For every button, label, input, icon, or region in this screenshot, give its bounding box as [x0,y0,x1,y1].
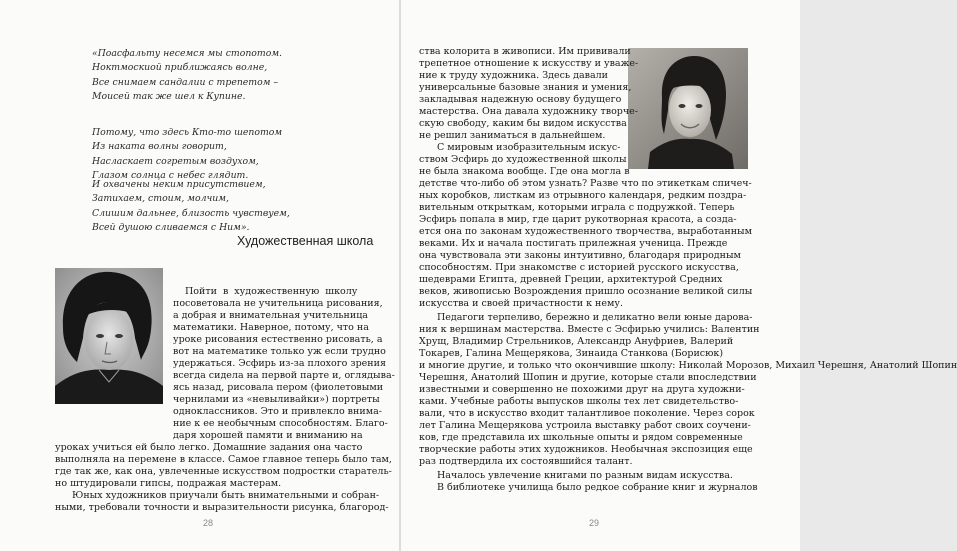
poem-line: Насласкает согретым воздухом, [92,155,259,167]
text-line: не решил заниматься в дальнейшем. [419,130,606,141]
text-line: способностям. При знакомстве с историей русского искусства, [419,262,739,273]
text-line: ства колорита в живописи. Им прививали [419,46,631,57]
text-line: Эсфирь попала в мир, где царит рукотворная красота, а созда- [419,214,737,225]
text-line: одноклассников. Это и привлекло внима- [173,406,382,417]
text-line: чернилами из «невыливайки») портреты [173,394,380,405]
text-line: выполняла на перемене в классе. Самое главное теперь было там, [55,454,392,465]
text-line: универсальные базовые знания и умения, [419,82,632,93]
poem-stanza-1 [92,47,392,105]
page-number: 28 [203,518,214,528]
text-line [419,360,957,372]
text-line: Черешня, Анатолий Шопин и другие, которые стали впоследствии [419,372,757,383]
text-line: ками. Учебные работы выпусков школы тех лет свидетельство- [419,396,739,407]
poem-line: Всей душою сливаемся с Ним». [92,222,250,234]
text-line: трепетное отношение к искусству и уваже- [419,58,639,69]
text-line: ков, где представила их школьные опыты и рядом современные [419,432,743,443]
text-line: ных коробков, листкам из отрывного календаря, редким поздра- [419,190,747,201]
poem-line: Затихаем, стоим, молчим, [92,193,229,205]
text-line: ния к вершинам мастерства. Вместе с Эсфирью учились: Валентин [419,324,760,335]
text-line: ясь назад, рисовала пером (фиолетовыми [173,382,384,393]
text-line: Началось увлечение книгами по разным видам искусства. [437,470,733,481]
section-heading: Художественная школа [237,234,374,248]
text-line: посоветовала не учительница рисования, [173,298,383,309]
text-line: искусства и своей причастности к нему. [419,298,623,309]
text-line: Пойти в художественную школу [185,286,358,297]
poem-stanza-3 [92,178,392,236]
poem-line: И охвачены неким присутствием, [92,179,266,190]
page-number: 29 [589,518,600,528]
text-line: веками. Их и начала постигать прилежная ученица. Прежде [419,238,728,249]
text-line: В библиотеке училища было редкое собрание книг и журналов [437,482,758,493]
poem-line: Все снимаем сандалии с трепетом – [92,76,279,88]
poem-line: Моисей так же шел к Купине. [92,91,246,103]
text-line: закладывая надежную основу будущего [419,94,622,105]
text-line: уроках учиться ей было легко. Домашние задания она часто [55,442,363,453]
text-line: Юных художников приучали быть внимательными и собран- [72,490,380,501]
text-line: вали, что в искусство входит талантливое поколение. Через сорок [419,408,755,419]
text-line: не была знакома вообще. Где она могла в [419,166,630,177]
text-line: скую свободу, каким бы видом искусства [419,118,627,129]
text-line: детстве что-либо об этом узнать? Разве что по этикеткам спичеч- [419,178,752,189]
text-line: ется она по законам художественного творчества, выработанным [419,226,753,237]
text-line: уроке рисования естественно рисовать, а [173,334,383,345]
text-line: удержаться. Эсфирь из-за плохого зрения [173,358,386,369]
text-line: ние к ее необычным способностям. Благо- [173,418,388,429]
text-line: творческие работы этих художников. Необычная экспозиция еще [419,444,753,455]
text-line: известными и совершенно не похожими друг на друга художни- [419,384,745,395]
text-line: ние к труду художника. Здесь давали [419,70,609,81]
text-line: но штудировали гипсы, подражая мастерам. [55,478,282,489]
text-line: даря хорошей памяти и вниманию на [173,430,363,441]
right-page [401,0,957,551]
text-line: Хрущ, Владимир Стрельников, Александр Ануфриев, Валерий [419,336,734,347]
text-line: а добрая и внимательная учительница [173,310,368,321]
poem-line: «Поасфальту несемся мы стопотом. [92,48,282,59]
text-line: ными, требовали точности и выразительности рисунка, благород- [55,502,389,513]
text-line: шедеврами Египта, древней Греции, архитектурой Средних [419,274,723,285]
poem-line: Слишим дальнее, близость чувствуем, [92,207,290,219]
text-line: Педагоги терпеливо, бережно и деликатно вели юные дарова- [437,312,753,323]
text-line: веков, живописью Возрождения пришло осознание великой силы [419,286,753,297]
text-fragment: Николай Морозов, Михаил Черешня, Анатолий Шопин [678,360,957,371]
poem-line: Потому, что здесь Кто-то шепотом [92,127,283,138]
text-line: где так же, как она, увлеченные искусством подростки старатель- [55,466,392,477]
poem-line: Из наката волны говорит, [92,141,227,153]
text-line: ством Эсфирь до художественной школы [419,154,627,165]
text-line: С мировым изобразительным искус- [437,142,621,153]
left-page [0,0,399,551]
portrait-photo-youth [55,268,163,404]
text-line: раз подтвердила их состоявшийся талант. [419,456,633,467]
text-line: она чувствовала эти законы интуитивно, благодаря природным [419,250,741,261]
text-line: всегда сидела на первой парте и, оглядыва- [173,370,395,381]
text-line: мастерства. Она давала художнику творче- [419,106,638,117]
text-line: вительным открыткам, которыми играла с подружкой. Теперь [419,202,735,213]
portrait-photo-girl [628,48,748,169]
text-fragment: и многие другие, и только что окончившие школу: [419,360,679,371]
poem-stanza-2 [92,126,392,184]
poem-line: Глазом солнца с небес глядит. [92,170,249,182]
text-line: лет Галина Мещерякова устроила выставку работ своих соучени- [419,420,751,431]
text-line: вот на математике только уж если трудно [173,346,386,357]
poem-line: Ноктмоскиой приближаясь волне, [92,62,268,74]
text-line: Токарев, Галина Мещерякова, Зинаида Станкова (Борисюк) [419,348,724,359]
text-line: математики. Наверное, потому, что на [173,322,369,333]
